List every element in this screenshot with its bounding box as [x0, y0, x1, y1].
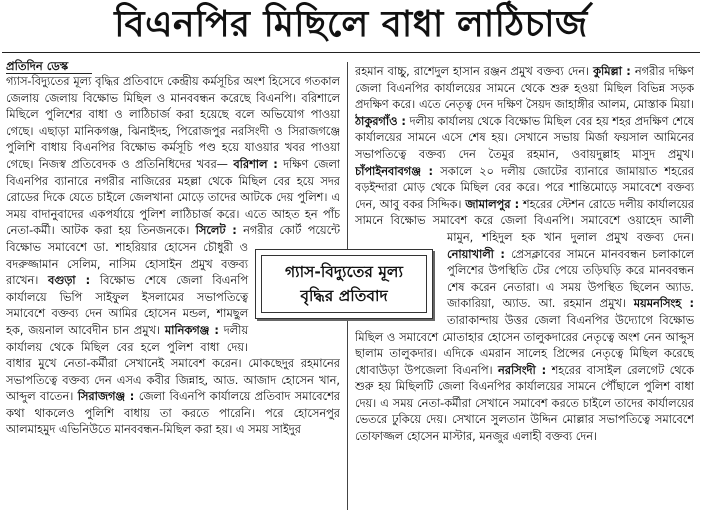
- dateline: জামালপুর :: [465, 197, 520, 211]
- pull-quote-line1: গ্যাস-বিদ্যুতের মূল্য: [285, 263, 403, 281]
- headline-rule: [2, 52, 700, 53]
- dateline: ঠাকুরগাঁও :: [355, 114, 406, 128]
- body-text: দক্ষিণ জেলা বিএনপির ব্যানারে নগরীর নাজিরের মহল্লা থেকে মিছিল বের হয়ে সদর রোডের দিকে যেতে চাইলে জেলখানা মোড়ে তাদের আটকে দেয় পুলিশ। এ সময় বাদানুবাদের একপর্যায়ে পুলিশ লাঠিচার্জ করে। এতে আহত হন পাঁচ নেতা-কর্মী। আটক করা হয় তিনজনকে।: [6, 157, 340, 238]
- dateline: কুমিল্লা :: [593, 65, 631, 78]
- dateline: বরিশাল :: [233, 157, 278, 171]
- body-text: দলীয় কার্যালয় থেকে মিছিল বের হলে পুলিশ বাধা দেয়। বাধার মুখে নেতা-কর্মীরা সেখানেই সমাবেশ করেন। মোকছেদুর রহমানের সভাপতিত্বে বক্তব্য দেন এসএ কবীর জিন্নাহ, আড. আজাদ হোসেন খান, আব্দুল বাতেন।: [6, 323, 340, 404]
- headline: বিএনপির মিছিলে বাধা লাঠিচার্জ: [114, 4, 588, 45]
- body-text: বিক্ষোভ শেষে জেলা বিএনপি কার্যালয়ে ভিপি সাইফুল ইসলামের সভাপতিত্বে সমাবেশে বক্তব্য দেন আমির হোসেন মন্ডল, শামছুল হক, জয়নাল আবেদীন চান প্রমুখ।: [6, 274, 248, 337]
- body-text: তারাকান্দায় উত্তর জেলা বিএনপির উদ্যোগে বিক্ষোভ মিছিল ও সমাবেশে মোতাহার হোসেন তালুকদারের নেতৃত্বে অংশ নেন আব্দুস ছালাম তালুকদার। এদিকে এমরান সালেহ প্রিন্সের নেতৃত্বে মিছিল করেছে ধোবাউড়া উপজেলা বিএনপি।: [355, 313, 694, 377]
- dateline: নরসিংদী :: [498, 363, 547, 377]
- body-text: নগরীর দক্ষিণ জেলা বিএনপির কার্যালয়ের সামনে থেকে শুরু হওয়া মিছিল বিভিন্ন সড়ক প্রদক্ষিণ করে। এতে নেতৃত্ব দেন দক্ষিণ সৈয়দ জাহাঙ্গীর আলম, মোস্তাক মিয়া।: [355, 65, 694, 112]
- body-text: শহরের বাসাইল রেলগেট থেকে শুরু হয় মিছিলটি জেলা বিএনপির কার্যালয়ের সামনে পৌঁছালে পুলিশ বাধা দেয়। এ সময় নেতা-কর্মীরা সেখানে সমাবেশ করতে চাইলে তাদের কার্যালয়ের ভেতরে ঢুকিয়ে দেয়। সেখানে সুলতান উদ্দিন মোল্লার সভাপতিত্বে সমাবেশে তোফাজ্জল হোসেন মাস্টার, মনজুর এলাহী বক্তব্য দেন।: [355, 363, 694, 444]
- dateline: মানিকগঞ্জ :: [164, 323, 219, 337]
- body-text: রহমান বাচ্চু, রাশেদুল হাসান রঞ্জন প্রমুখ বক্তব্য দেন।: [355, 65, 594, 78]
- pull-quote: [261, 255, 427, 313]
- body-text: দলীয় কার্যালয় থেকে বিক্ষোভ মিছিল বের হয় শহর প্রদক্ষিণ শেষে কার্যালয়ের সামনে এসে শেষ হয়। সেখানে সভায় মির্জা ফয়সাল আমিনের সভাপতিত্বে বক্তব্য দেন তৈমুর রহমান, ওবায়দুল্লাহ মাসুদ প্রমুখ।: [355, 114, 694, 161]
- dateline: নোয়াখালী :: [447, 247, 505, 261]
- dateline: ময়মনসিংহ :: [633, 297, 694, 311]
- body-text: সকালে ২০ দলীয় জোটের ব্যানারে জামায়াত শহরের বড়ইন্দারা মোড় থেকে মিছিল বের করে। পরে শান্তিমোড়ে সমাবেশে বক্তব্য দেন, আবু বকর সিদ্দিক।: [355, 164, 694, 211]
- body-text: জেলা বিএনপি কার্যালয়ে প্রতিবাদ সমাবেশের কথা থাকলেও পুলিশি বাধায় তা করতে পারেনি। পরে হোসেনপুর আলমাহমুদ এভিনিউতে মানববন্ধন-মিছিল করা হয়। এ সময় সাইদুর: [6, 390, 340, 437]
- pull-quote-line2: বৃদ্ধির প্রতিবাদ: [300, 287, 388, 305]
- dateline: সিলেট :: [195, 224, 237, 238]
- body-text: নগরীর কোর্ট পয়েন্টে বিক্ষোভ সমাবেশে ডা. শাহরিয়ার হোসেন চৌধুরী ও বদরুজ্জামান সেলিম, নাসিম হোসাইন প্রমুখ বক্তব্য রাখেন।: [6, 224, 340, 288]
- body-text: শহরের স্টেশন রোডে দলীয় কার্যালয়ের সামনে বিক্ষোভ সমাবেশ করে জেলা বিএনপি। সমাবেশে ওয়াহেদ আলী মামুন, শহিদুল হক খান দুলাল প্রমুখ বক্তব্য দেন।: [355, 197, 694, 244]
- dateline: বগুড়া :: [47, 274, 91, 288]
- byline: প্রতিদিন ডেস্ক: [6, 59, 69, 73]
- body-text: প্রেসক্লাবের সামনে মানববন্ধন চলাকালে পুলিশের উপস্থিতি টের পেয়ে তড়িঘড়ি করে মানববন্ধন শেষ করেন নেতারা। এ সময় উপস্থিত ছিলেন অ্যাড. জাকারিয়া, অ্যাড. আ. রহমান প্রমুখ।: [447, 247, 694, 311]
- pull-quote-box: [255, 249, 433, 319]
- body-text: গ্যাস-বিদ্যুতের মূল্য বৃদ্ধির প্রতিবাদে কেন্দ্রীয় কর্মসূচির অংশ হিসেবে গতকাল জেলায় জেলায় বিক্ষোভ মিছিল ও মানববন্ধন করেছে বিএনপি। বরিশালে মিছিলে পুলিশের বাধা ও লাঠিচার্জ করা হয়েছে বলে অভিযোগ পাওয়া গেছে। এছাড়া মানিকগঞ্জ, ঝিনাইদহ, পিরোজপুর নরসিংদী ও সিরাজগঞ্জে পুলিশি বাধায় বিএনপির বিক্ষোভ কর্মসূচি পণ্ড হয়ে যাওয়ার খবর পাওয়া গেছে। নিজস্ব প্রতিবেদক ও প্রতিনিধিদের খবর—: [6, 75, 340, 171]
- dateline: সিরাজগঞ্জ :: [77, 390, 135, 404]
- dateline: চাঁপাইনবাবগঞ্জ :: [355, 164, 433, 178]
